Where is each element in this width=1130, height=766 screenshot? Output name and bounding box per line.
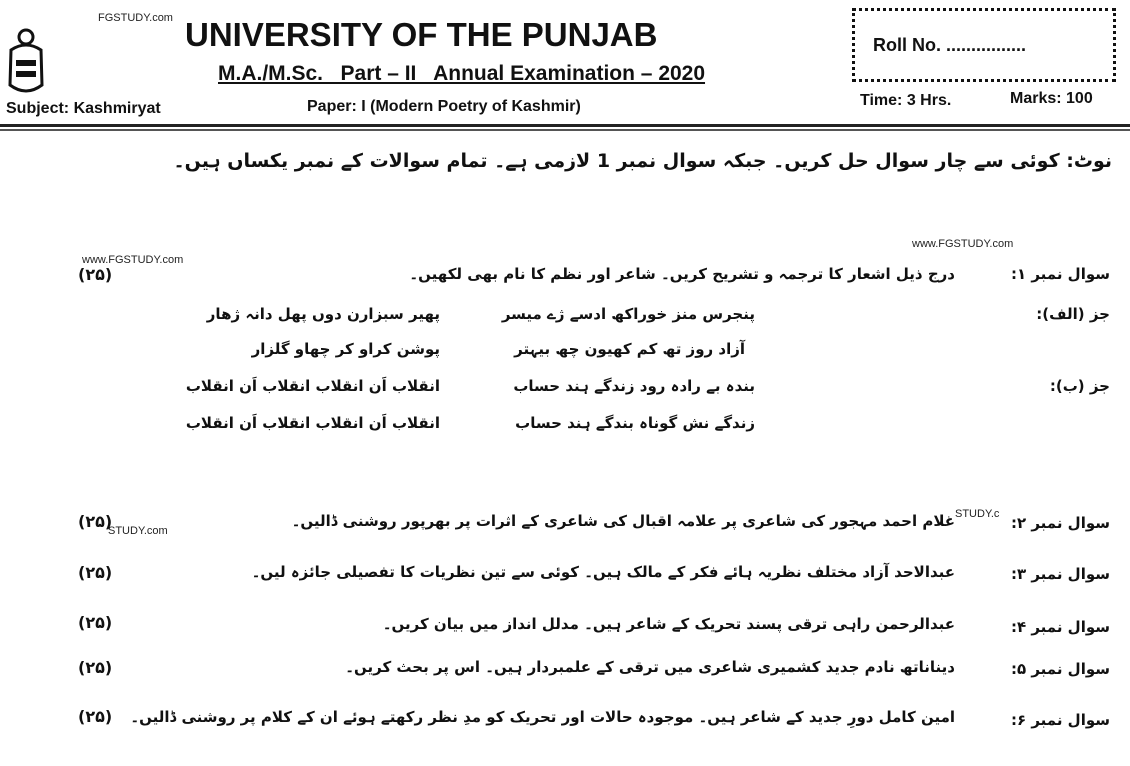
question-text: امین کامل دورِ جدید کے شاعر ہیں۔ موجودہ حالات اور تحریک کو مدِ نظر رکھتے ہوئے ان کے کلام پر روشنی ڈالیں۔ (130, 708, 955, 726)
paper: Paper: I (Modern Poetry of Kashmir) (307, 98, 581, 115)
question-text: عبدالاحد آزاد مختلف نظریہ ہائے فکر کے مالک ہیں۔ کوئی سے تین نظریات کا تفصیلی جائزہ لیں۔ (251, 563, 955, 581)
question-label: سوال نمبر ۶: (1010, 711, 1110, 729)
watermark: STUDY.c (955, 508, 1000, 520)
question-marks: (۲۵) (78, 563, 113, 582)
verse-line: انقلاب اَن انقلاب انقلاب اَن انقلاب (185, 377, 440, 395)
verse-line: پوشن کراو کر چھاو گلزار (251, 340, 440, 358)
question-label: سوال نمبر ۴: (1010, 618, 1110, 636)
subject: Subject: Kashmiryat (6, 100, 161, 117)
question-text: عبدالرحمن راہی ترقی پسند تحریک کے شاعر ہیں۔ مدلل انداز میں بیان کریں۔ (382, 615, 955, 633)
university-logo-icon (6, 25, 46, 97)
part-label: جز (الف): (1036, 305, 1110, 323)
verse-line: بندہ بے رادہ رود زندگے ہند حساب (513, 377, 755, 395)
note: نوٹ: کوئی سے چار سوال حل کریں۔ جبکہ سوال نمبر 1 لازمی ہے۔ تمام سوالات کے نمبر یکساں ہیں۔ (173, 150, 1112, 172)
roll-no-box (852, 8, 1116, 82)
watermark: www.FGSTUDY.com (82, 254, 184, 266)
watermark: www.FGSTUDY.com (912, 238, 1014, 250)
question-label: سوال نمبر ۲: (1010, 514, 1110, 532)
part-label: جز (ب): (1049, 377, 1110, 395)
question-label: سوال نمبر ۳: (1010, 565, 1110, 583)
question-label: سوال نمبر ۱: (1010, 265, 1110, 283)
question-marks: (۲۵) (78, 658, 113, 677)
verse-line: پھیر سبزارن دوں پھل دانہ ژھار (206, 305, 440, 323)
roll-no: Roll No. ................ (873, 35, 1027, 55)
question-label: سوال نمبر ۵: (1010, 660, 1110, 678)
question-text: غلام احمد مہجور کی شاعری پر علامہ اقبال کی شاعری کے اثرات پر بھرپور روشنی ڈالیں۔ (291, 512, 955, 530)
question-marks: (۲۵) (78, 707, 113, 726)
verse-line: آزاد روز تھ کم کھیون چھ بیہتر (514, 340, 745, 358)
verse-line: پنجرس منز خوراکھ ادسے ژے میسر (501, 305, 755, 323)
question-marks: (۲۵) (78, 613, 113, 632)
verse-line: انقلاب اَن انقلاب انقلاب اَن انقلاب (185, 414, 440, 432)
question-marks: (۲۵) (78, 512, 113, 531)
question-text: دیناناتھ نادم جدید کشمیری شاعری میں ترقی کے علمبردار ہیں۔ اس پر بحث کریں۔ (345, 658, 955, 676)
question-marks: (۲۵) (78, 265, 113, 284)
divider (0, 124, 1130, 127)
divider (0, 129, 1130, 131)
watermark: FGSTUDY.com (98, 12, 173, 24)
time: Time: 3 Hrs. (860, 92, 952, 109)
watermark: STUDY.com (108, 525, 168, 537)
exam-line: M.A./M.Sc. Part – II Annual Examination – 2020 (218, 62, 706, 85)
question-text: درج ذیل اشعار کا ترجمہ و تشریح کریں۔ شاعر اور نظم کا نام بھی لکھیں۔ (409, 265, 955, 283)
marks: Marks: 100 (1010, 90, 1093, 107)
verse-line: زندگے نش گوناہ بندگے ہند حساب (515, 414, 755, 432)
university-title: UNIVERSITY OF THE PUNJAB (185, 16, 658, 53)
